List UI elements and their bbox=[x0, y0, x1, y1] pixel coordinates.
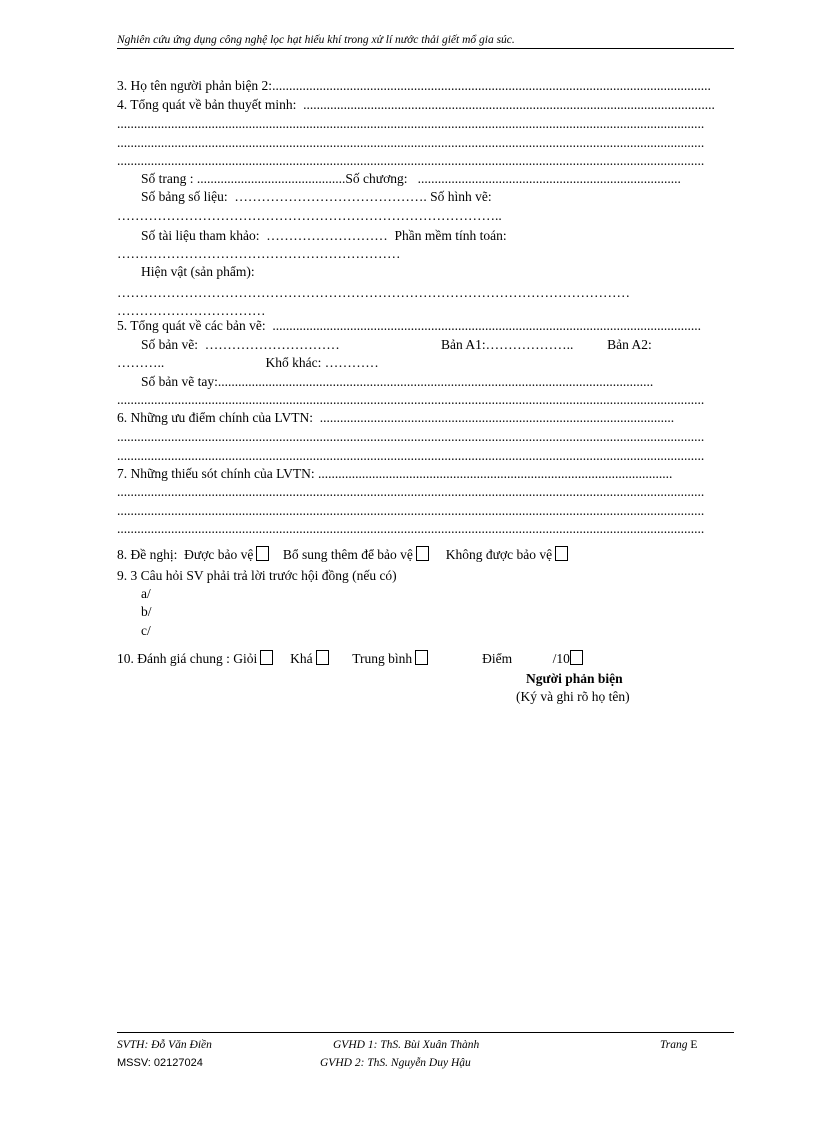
checkbox-khong-duoc[interactable] bbox=[555, 546, 568, 561]
item-7-label: 7. Những thiếu sót chính của LVTN: bbox=[117, 466, 315, 481]
so-tai-lieu-row: Số tài liệu tham khảo: ……………………… Phần mềm tính toán: bbox=[141, 228, 507, 243]
dot-leader: .................................................................................................................................. bbox=[272, 78, 711, 93]
item-8-label: 8. Đề nghị: bbox=[117, 547, 178, 562]
checkbox-bo-sung[interactable] bbox=[416, 546, 429, 561]
footer-page bbox=[660, 1039, 697, 1051]
option-duoc-bao-ve-label: Được bảo vệ bbox=[184, 547, 254, 562]
kho-khac-row: ……….. Khổ khác: ………… bbox=[117, 355, 379, 370]
footer-gvhd1: GVHD 1: ThS. Bùi Xuân Thành bbox=[333, 1039, 480, 1051]
score-box[interactable] bbox=[570, 650, 583, 665]
blank-line: .............................................................................................................................................................................. bbox=[117, 429, 705, 444]
signer-note: (Ký và ghi rõ họ tên) bbox=[516, 689, 630, 704]
item-3-row bbox=[117, 77, 734, 95]
ban-a2-label: Bản A2: bbox=[607, 337, 652, 352]
so-ban-ve-row: Số bản vẽ: ………………………… Bản A1:……………….. Bản A2: bbox=[141, 337, 652, 352]
so-ban-ve-tay-row: Số bản vẽ tay:................................................................................................................................. bbox=[141, 374, 654, 389]
so-trang-row: Số trang : ............................................Số chương: .............................................................................. bbox=[141, 171, 681, 186]
page-label: Trang bbox=[660, 1039, 688, 1051]
item-8-row bbox=[117, 546, 734, 564]
footer-mssv: MSSV: 02127024 bbox=[117, 1057, 203, 1069]
so-hinh-label: Số hình vẽ: bbox=[430, 189, 492, 204]
question-c: c/ bbox=[141, 623, 151, 638]
so-tai-lieu-label: Số tài liệu tham khảo: bbox=[141, 228, 260, 243]
checkbox-trung-binh[interactable] bbox=[415, 650, 428, 665]
blank-line: .............................................................................................................................................................................. bbox=[117, 503, 705, 518]
so-ban-ve-label: Số bản vẽ: bbox=[141, 337, 198, 352]
dot-leader: .......................................................................................................................... bbox=[296, 97, 715, 112]
item-4-row bbox=[117, 96, 734, 114]
kho-khac-label: Khổ khác: bbox=[265, 355, 322, 370]
checkbox-gioi[interactable] bbox=[260, 650, 273, 665]
so-chuong-label: Số chương: bbox=[345, 171, 408, 186]
checkbox-duoc-bao-ve[interactable] bbox=[256, 546, 269, 561]
footer-gvhd2: GVHD 2: ThS. Nguyễn Duy Hậu bbox=[320, 1057, 471, 1069]
so-bang-label: Số bảng số liệu: bbox=[141, 189, 228, 204]
blank-line: …………………………………………………………………………………………………… bbox=[117, 285, 630, 300]
question-a: a/ bbox=[141, 586, 151, 601]
option-bo-sung-label: Bổ sung thêm để bảo vệ bbox=[282, 547, 413, 562]
blank-line: .............................................................................................................................................................................. bbox=[117, 448, 705, 463]
signer-title: Người phản biện bbox=[526, 671, 623, 686]
item-10-label: 10. Đánh giá chung : Giỏi bbox=[117, 651, 258, 666]
footer-rule bbox=[117, 1032, 734, 1033]
item-10-row bbox=[117, 650, 734, 668]
header-rule bbox=[117, 48, 734, 49]
so-bang-row: Số bảng số liệu: ……………………………………. Số hình vẽ: bbox=[141, 189, 492, 204]
trung-binh-label: Trung bình bbox=[352, 651, 413, 666]
page-number: E bbox=[690, 1039, 698, 1051]
option-khong-duoc-label: Không được bảo vệ bbox=[445, 547, 553, 562]
blank-line: .............................................................................................................................................................................. bbox=[117, 484, 705, 499]
blank-line: ……………………………………………………… bbox=[117, 246, 401, 261]
page-header-title: Nghiên cứu ứng dụng công nghệ lọc hạt hiếu khí trong xử lí nước thải giết mổ gia súc. bbox=[117, 34, 515, 46]
checkbox-kha[interactable] bbox=[316, 650, 329, 665]
diem-max-label: /10 bbox=[552, 651, 570, 666]
hien-vat-row bbox=[141, 263, 734, 281]
blank-line: .............................................................................................................................................................................. bbox=[117, 392, 705, 407]
item-4-label: 4. Tổng quát về bản thuyết minh: bbox=[117, 97, 297, 112]
item-3-label: 3. Họ tên người phản biện 2: bbox=[117, 78, 273, 93]
blank-line: .............................................................................................................................................................................. bbox=[117, 153, 705, 168]
blank-line: ………………………………………………………………………….. bbox=[117, 208, 502, 223]
blank-line: .............................................................................................................................................................................. bbox=[117, 135, 705, 150]
so-trang-label: Số trang : bbox=[141, 171, 194, 186]
phan-mem-label: Phần mềm tính toán: bbox=[394, 228, 507, 243]
item-5-row: 5. Tổng quát về các bản vẽ: ............................................................................................................................... bbox=[117, 318, 701, 333]
footer-svth: SVTH: Đỗ Văn Điền bbox=[117, 1039, 212, 1051]
blank-line: .............................................................................................................................................................................. bbox=[117, 521, 705, 536]
item-5-label: 5. Tổng quát về các bản vẽ: bbox=[117, 318, 266, 333]
item-6-label: 6. Những ưu điểm chính của LVTN: bbox=[117, 410, 313, 425]
ban-a1-label: Bản A1: bbox=[441, 337, 486, 352]
kha-label: Khá bbox=[290, 651, 313, 666]
blank-line: .............................................................................................................................................................................. bbox=[117, 116, 705, 131]
hien-vat-label: Hiện vật (sản phẩm): bbox=[141, 264, 255, 279]
so-ban-ve-tay-label: Số bản vẽ tay: bbox=[141, 374, 218, 389]
blank-line: …………………………… bbox=[117, 303, 266, 318]
diem-label: Điểm bbox=[482, 651, 513, 666]
item-9-label: 9. 3 Câu hỏi SV phải trả lời trước hội đồng (nếu có) bbox=[117, 568, 397, 583]
item-7-row: 7. Những thiếu sót chính của LVTN: ......................................................................................................... bbox=[117, 466, 673, 481]
item-6-row: 6. Những ưu điểm chính của LVTN: ......................................................................................................... bbox=[117, 410, 675, 425]
question-b: b/ bbox=[141, 604, 152, 619]
